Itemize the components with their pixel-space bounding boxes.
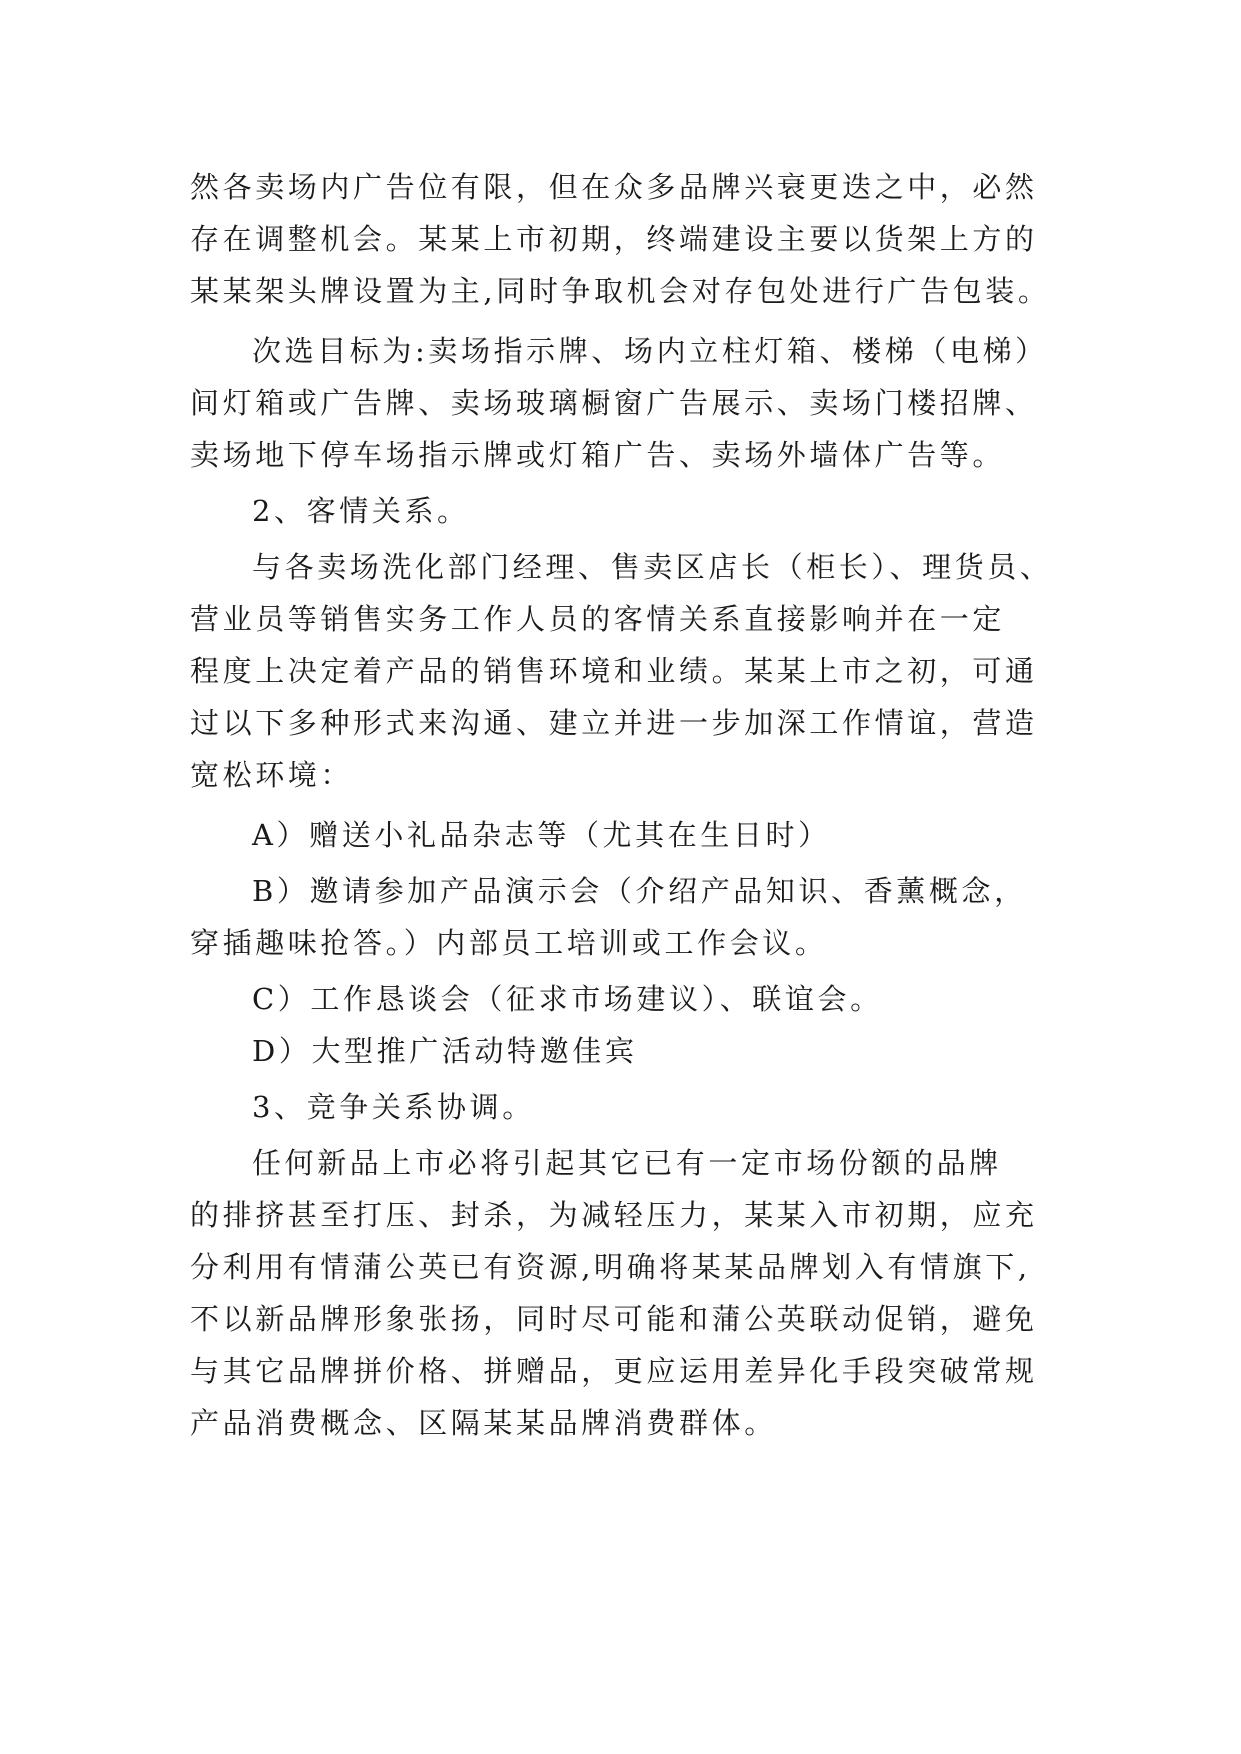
list-item: C）工作恳谈会（征求市场建议）、联谊会。 [252,982,883,1016]
text-line: 某某架头牌设置为主,同时争取机会对存包处进行广告包装。 [190,274,1051,308]
list-item: B）邀请参加产品演示会（介绍产品知识、香薰概念， [252,874,1027,908]
text-line: 宽松环境： [190,758,354,792]
list-item: A）赠送小礼品杂志等（尤其在生日时） [252,818,831,852]
text-line: 卖场地下停车场指示牌或灯箱广告、卖场外墙体广告等。 [190,438,1006,472]
section-heading: 3、竞争关系协调。 [252,1090,535,1124]
text-line: 过以下多种形式来沟通、建立并进一步加深工作情谊，营造 [190,706,1038,740]
section-heading: 2、客情关系。 [252,494,470,528]
paragraph-start-line: 任何新品上市必将引起其它已有一定市场份额的品牌 [252,1146,1002,1180]
paragraph-start-line: 与各卖场洗化部门经理、售卖区店长（柜长）、理货员、 [252,550,1053,584]
text-line: 与其它品牌拼价格、拼赠品，更应运用差异化手段突破常规 [190,1354,1038,1388]
text-line: 间灯箱或广告牌、卖场玻璃橱窗广告展示、卖场门楼招牌、 [190,386,1038,420]
text-line: 程度上决定着产品的销售环境和业绩。某某上市之初，可通 [190,654,1038,688]
paragraph-start-line: 次选目标为:卖场指示牌、场内立柱灯箱、楼梯（电梯） [252,334,1048,368]
text-line: 存在调整机会。某某上市初期，终端建设主要以货架上方的 [190,222,1038,256]
text-line: 穿插趣味抢答。）内部员工培训或工作会议。 [190,926,828,960]
text-line: 的排挤甚至打压、封杀，为减轻压力，某某入市初期，应充 [190,1198,1038,1232]
text-line: 然各卖场内广告位有限，但在众多品牌兴衰更迭之中，必然 [190,170,1038,204]
list-item: D）大型推广活动特邀佳宾 [252,1034,638,1068]
text-line: 营业员等销售实务工作人员的客情关系直接影响并在一定 [190,602,1006,636]
text-line: 产品消费概念、区隔某某品牌消费群体。 [190,1406,777,1440]
text-line: 分利用有情蒲公英已有资源,明确将某某品牌划入有情旗下, [190,1250,1031,1284]
text-line: 不以新品牌形象张扬，同时尽可能和蒲公英联动促销，避免 [190,1302,1038,1336]
